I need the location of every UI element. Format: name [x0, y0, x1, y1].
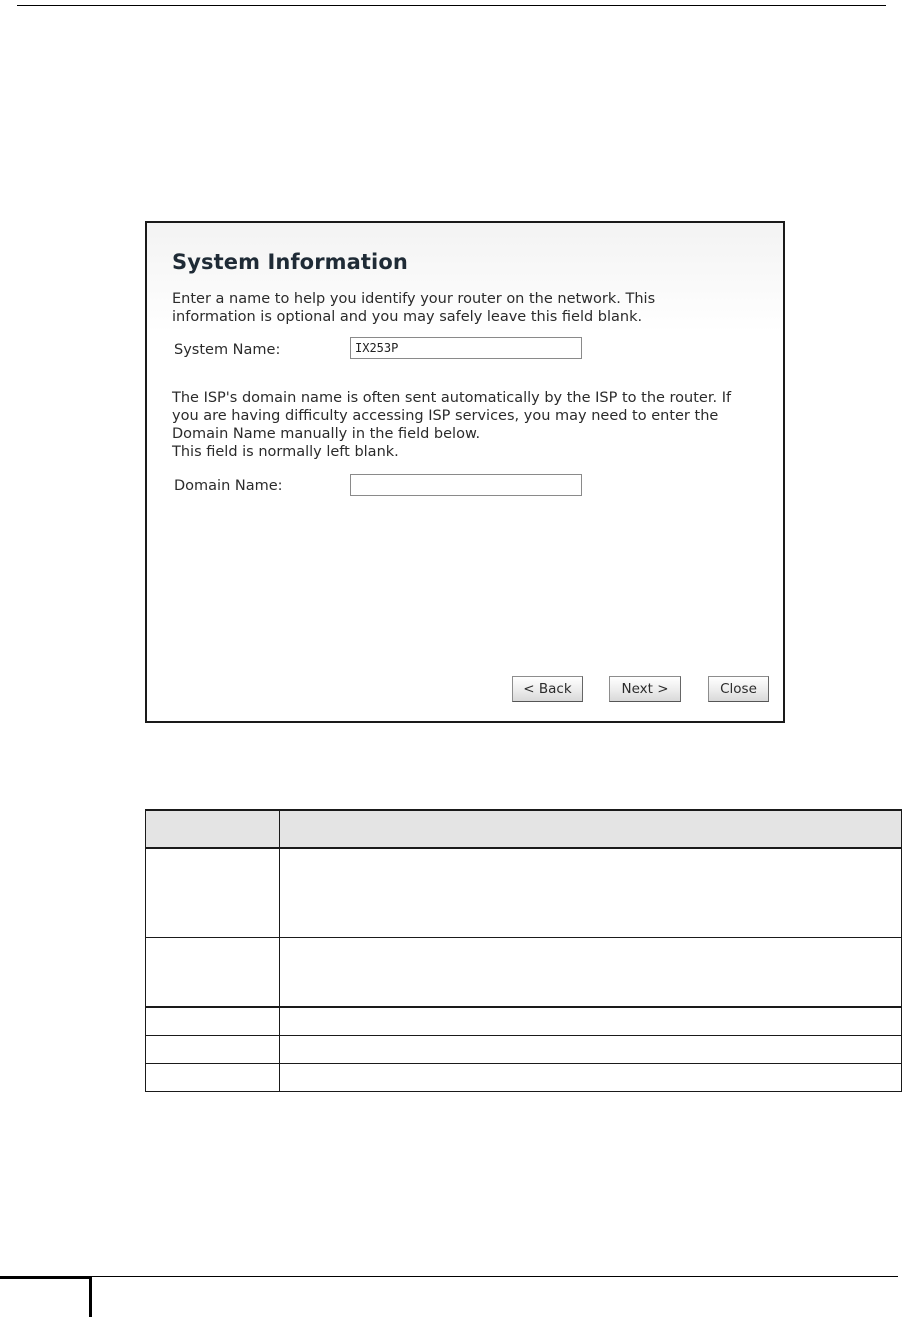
intro-text	[172, 290, 655, 326]
table-cell	[280, 1036, 902, 1064]
system-information-dialog	[145, 221, 785, 723]
table-row	[146, 848, 902, 938]
back-button[interactable]: < Back	[512, 676, 583, 702]
domain-info-line: Domain Name manually in the field below.	[172, 426, 481, 442]
table-cell	[146, 1007, 280, 1036]
table-cell	[280, 848, 902, 938]
domain-info-line: The ISP's domain name is often sent automatically by the ISP to the router. If	[172, 390, 732, 406]
domain-info-line: This field is normally left blank.	[172, 444, 399, 460]
dialog-title: System Information	[172, 250, 408, 274]
table-header-description	[280, 810, 902, 848]
table-row	[146, 938, 902, 1008]
table-row	[146, 1064, 902, 1092]
domain-name-input[interactable]	[350, 474, 582, 496]
domain-info-line: you are having difficulty accessing ISP services, you may need to enter the	[172, 408, 719, 424]
intro-line: information is optional and you may safely leave this field blank.	[172, 309, 643, 325]
table-cell	[146, 1036, 280, 1064]
system-name-input[interactable]	[350, 337, 582, 359]
table-header-label	[146, 810, 280, 848]
table-cell	[146, 1064, 280, 1092]
table-header-row	[146, 810, 902, 848]
table-cell	[280, 1007, 902, 1036]
table-row	[146, 1007, 902, 1036]
system-name-label: System Name:	[174, 342, 281, 358]
top-rule	[17, 5, 886, 6]
domain-name-label: Domain Name:	[174, 478, 283, 494]
close-button[interactable]: Close	[708, 676, 769, 702]
table-row	[146, 1036, 902, 1064]
table-cell	[146, 938, 280, 1008]
field-description-table	[145, 809, 902, 1092]
next-button[interactable]: Next >	[609, 676, 681, 702]
page-number-box	[0, 1276, 92, 1317]
footer-rule	[92, 1276, 898, 1277]
table-cell	[280, 938, 902, 1008]
table-cell	[146, 848, 280, 938]
domain-info-text	[172, 389, 731, 461]
table-cell	[280, 1064, 902, 1092]
intro-line: Enter a name to help you identify your router on the network. This	[172, 291, 656, 307]
